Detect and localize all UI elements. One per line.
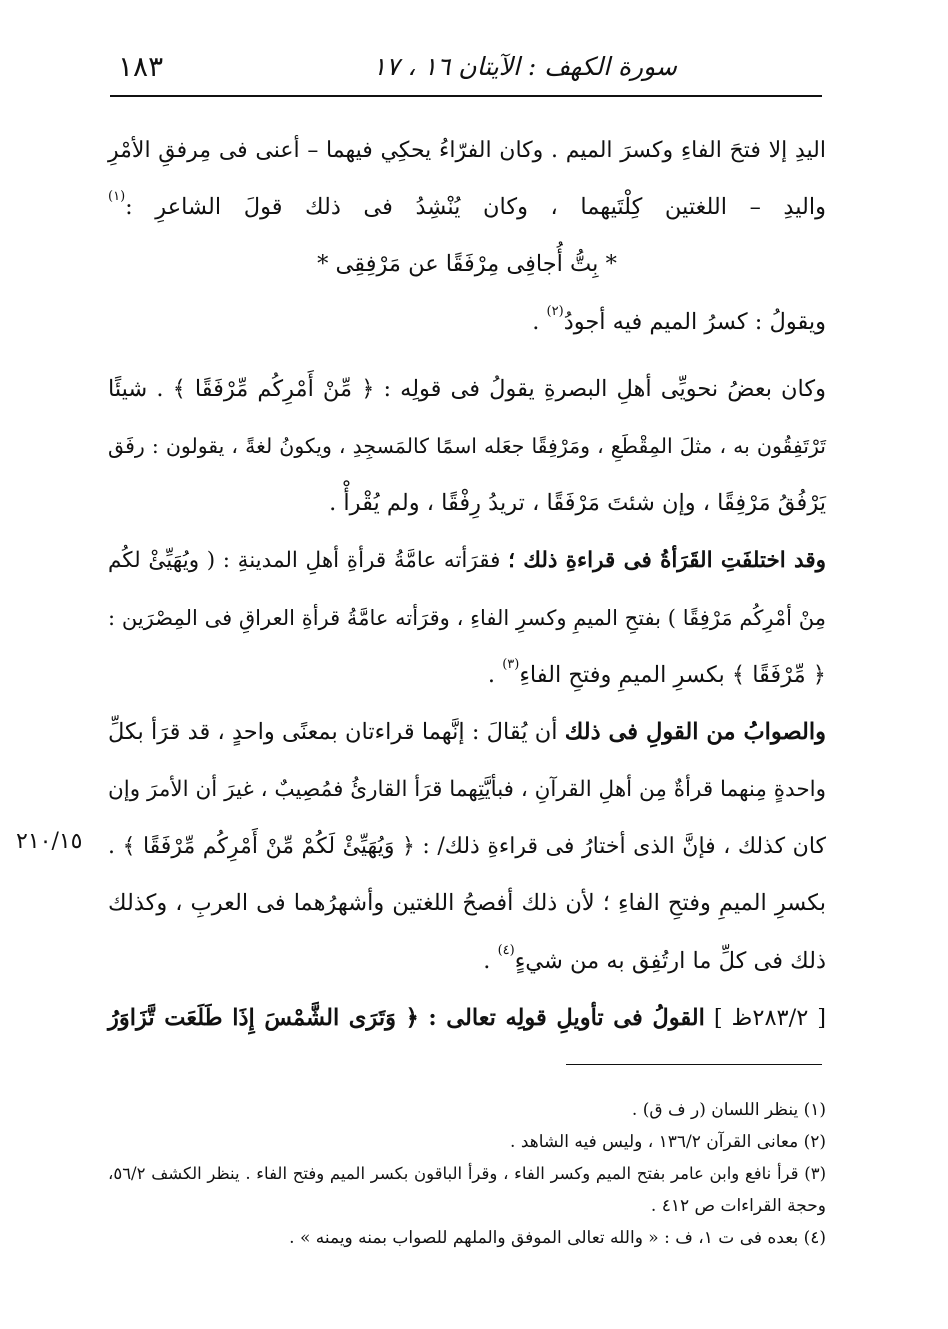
section-lead: وقد اختلفَتِ القَرَأةُ فى قراءةِ ذلك ؛ <box>508 548 826 574</box>
text-line: واحدةٍ مِنهما قرأةٌ مِن أهلِ القرآنِ ، فبأيَّتِهما قرَأ القارئُ فمُصِيبٌ ، غيرَ أن الأمرَ وإن <box>108 777 826 803</box>
section-lead: والصوابُ من القولِ فى ذلك <box>564 718 827 745</box>
running-title: سورة الكهف : الآيتان ١٦ ، ١٧ <box>372 52 677 81</box>
text-segment: . <box>487 661 503 688</box>
footnote: (١) ينظر اللسان (ر ف ق) . <box>631 1100 826 1120</box>
text-line: كان كذلك ، فإنَّ الذى أختارُ فى قراءةِ ذلك/ : ﴿ وَيُهَيِّئْ لَكُمْ مِّنْ أَمْرِكُم مِّرْفَقًا ﴾ . <box>108 834 826 860</box>
text-segment: ويقولُ : كسرُ الميم فيه أجودُ <box>563 308 826 335</box>
footnote: (٤) بعده فى ت ١، ف : « والله تعالى الموفق والملهم للصواب بمنه ويمنه » . <box>289 1228 826 1248</box>
text-segment: ﴿ مِّرْفَقًا ﴾ بكسرِ الميمِ وفتحِ الفاءِ <box>519 661 826 688</box>
section-heading: القولُ فى تأويلِ قولِه تعالى : <box>428 1004 705 1031</box>
manuscript-ref: [ ٢٨٣/٢ظ ] <box>713 1004 826 1031</box>
footnote: (٢) معانى القرآن ١٣٦/٢ ، وليس فيه الشاهد . <box>510 1132 826 1152</box>
text-line: اليدِ إلا فتحَ الفاءِ وكسرَ الميم . وكان الفرّاءُ يحكِي فيهما – أعنى فى مِرفقِ الأمْرِ <box>108 138 826 163</box>
text-segment: أن يُقالَ : إنَّهما قراءتان بمعنًى واحدٍ ، قد قرَأ بكلِّ <box>108 718 565 745</box>
text-segment: فقرَأته عامَّةُ قرأةِ أهلِ المدينةِ : ( ويُهَيِّئْ لكُم <box>108 548 509 574</box>
footnote-ref: (٤) <box>497 942 515 958</box>
text-line <box>108 532 826 589</box>
text-segment: ذلك فى كلِّ ما ارتُفِق به من شيءٍ <box>514 947 826 974</box>
text-line <box>108 990 826 1047</box>
footnote-ref: (١) <box>108 189 126 205</box>
page-header <box>110 44 822 94</box>
text-segment: . <box>483 947 498 974</box>
main-text <box>108 122 826 1047</box>
text-segment: واليدِ – اللغتين كِلْتَيهما ، وكان يُنْشِدُ فى ذلك قولَ الشاعرِ : <box>125 194 826 221</box>
text-segment: . <box>532 308 547 335</box>
poetry-verse: * بِتُّ أُجافِى مِرْفَقًا عن مَرْفِقِى * <box>317 251 617 278</box>
text-line: يَرْفُقُ مَرْفِقًا ، وإن شئتَ مَرْفَقًا ، تريدُ رِفْقًا ، ولم يُقْرأْ . <box>329 490 826 517</box>
quran-verse: ﴿ وَتَرَى الشَّمْسَ إِذَا طَلَعَت تَّزَاوَرُ <box>108 1004 429 1031</box>
header-rule <box>110 95 822 97</box>
text-line: وكان بعضُ نحويِّى أهلِ البصرةِ يقولُ فى قولِه : ﴿ مِّنْ أَمْرِكُم مِّرْفَقًا ﴾ . شيئًا <box>108 375 826 402</box>
text-line <box>108 179 826 236</box>
text-line: تَرْتَفِقُون به ، مثلَ المِقْطَعِ ، ومَرْفِقًا جعَله اسمًا كالمَسجِدِ ، ويكونُ لغةً ، يقولون : رفَق <box>108 433 826 458</box>
footnote: (٣) قرأ نافع وابن عامر بفتح الميم وكسر الفاء ، وقرأ الباقون بكسر الميم وفتح الفاء . ينظر الكشف ٥٦/٢، <box>108 1164 826 1183</box>
margin-reference: ٢١٠/١٥ <box>16 829 83 854</box>
footnote-ref: (٣) <box>502 656 520 672</box>
text-line: مِنْ أمْرِكُم مَرْفِقًا ) بفتحِ الميمِ وكسرِ الفاءِ ، وقرَأته عامَّةُ قرأةِ العراقِ فى المِصْرَين : <box>108 605 826 630</box>
footnote-ref: (٢) <box>546 303 564 319</box>
text-line: بكسرِ الميمِ وفتحِ الفاءِ ؛ لأن ذلك أفصحُ اللغتين وأشهرُهما فى العربِ ، وكذلك <box>108 890 826 917</box>
text-line <box>108 294 826 351</box>
paragraph-gap <box>108 351 826 361</box>
text-line <box>108 704 826 761</box>
footnotes <box>108 1094 826 1254</box>
page-number: ١٨٣ <box>118 50 164 83</box>
text-line <box>108 647 826 704</box>
text-line <box>108 933 826 990</box>
footnote-continuation: وحجة القراءات ص ٤١٢ . <box>650 1196 826 1216</box>
footnote-rule <box>566 1064 822 1065</box>
